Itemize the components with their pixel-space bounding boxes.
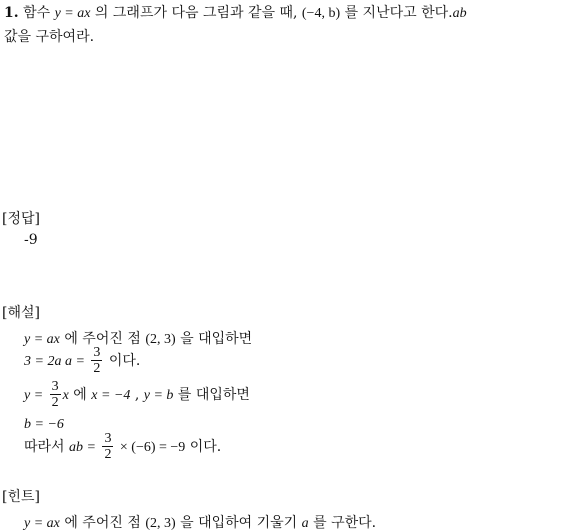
explanation-text: , [134,387,140,403]
question-line-1 [4,2,467,22]
hint-text: 을 대입하여 기울기 [180,515,298,531]
fraction-numerator: 3 [104,431,112,446]
fraction-denominator: 2 [51,395,59,410]
hint-text: 를 구한다. [313,515,377,531]
hint-variable: a [301,516,309,531]
answer-heading: [정답] [2,211,40,227]
fraction-denominator: 2 [104,447,112,462]
explanation-text: 에 주어진 점 [64,331,141,347]
question-variable: ab [452,6,467,21]
explanation-heading: [해설] [2,305,40,321]
explanation-text: 따라서 [24,439,65,455]
hint-line [24,512,376,532]
explanation-line-5 [24,432,221,462]
fraction-denominator: 2 [93,361,101,376]
explanation-text: 이다. [108,353,141,369]
explanation-line-2 [24,346,140,376]
explanation-point: (2, 3) [145,332,176,347]
fraction [50,380,61,410]
fraction-numerator: 3 [93,345,101,360]
hint-heading: [힌트] [2,489,40,505]
question-text-pre: 함수 [23,5,51,21]
explanation-equation: × (−6) = −9 [119,440,186,455]
explanation-equation: y = ax [24,332,60,347]
question-function: y = ax [54,6,91,21]
explanation-equation: x = −4 [91,388,131,403]
explanation-line-3 [24,380,250,410]
fraction-numerator: 3 [51,379,59,394]
explanation-text: 를 대입하면 [177,387,250,403]
answer-value: -9 [24,232,38,248]
question-number: 1. [4,5,19,21]
explanation-variable: x [62,388,69,403]
question-line-2: 값을 구하여라. [4,29,95,45]
explanation-text: 이다. [189,439,222,455]
question-point: (−4, b) [301,6,341,21]
explanation-equation: y = b [143,388,174,403]
question-text-mid: 의 그래프가 다음 그림과 같을 때, [94,5,298,21]
explanation-text: 을 대입하면 [180,331,253,347]
fraction [102,432,113,462]
explanation-equation: b = −6 [24,417,64,432]
explanation-text: 에 [73,387,87,403]
explanation-equation: 3 = 2a a = [24,354,85,369]
explanation-line-1 [24,328,252,348]
hint-point: (2, 3) [145,516,176,531]
explanation-equation: y = [24,388,44,403]
explanation-equation: ab = [69,440,96,455]
explanation-line-4 [24,416,64,433]
hint-text: 에 주어진 점 [64,515,141,531]
fraction [91,346,102,376]
hint-equation: y = ax [24,516,60,531]
question-text-post: 를 지난다고 한다. [344,5,453,21]
